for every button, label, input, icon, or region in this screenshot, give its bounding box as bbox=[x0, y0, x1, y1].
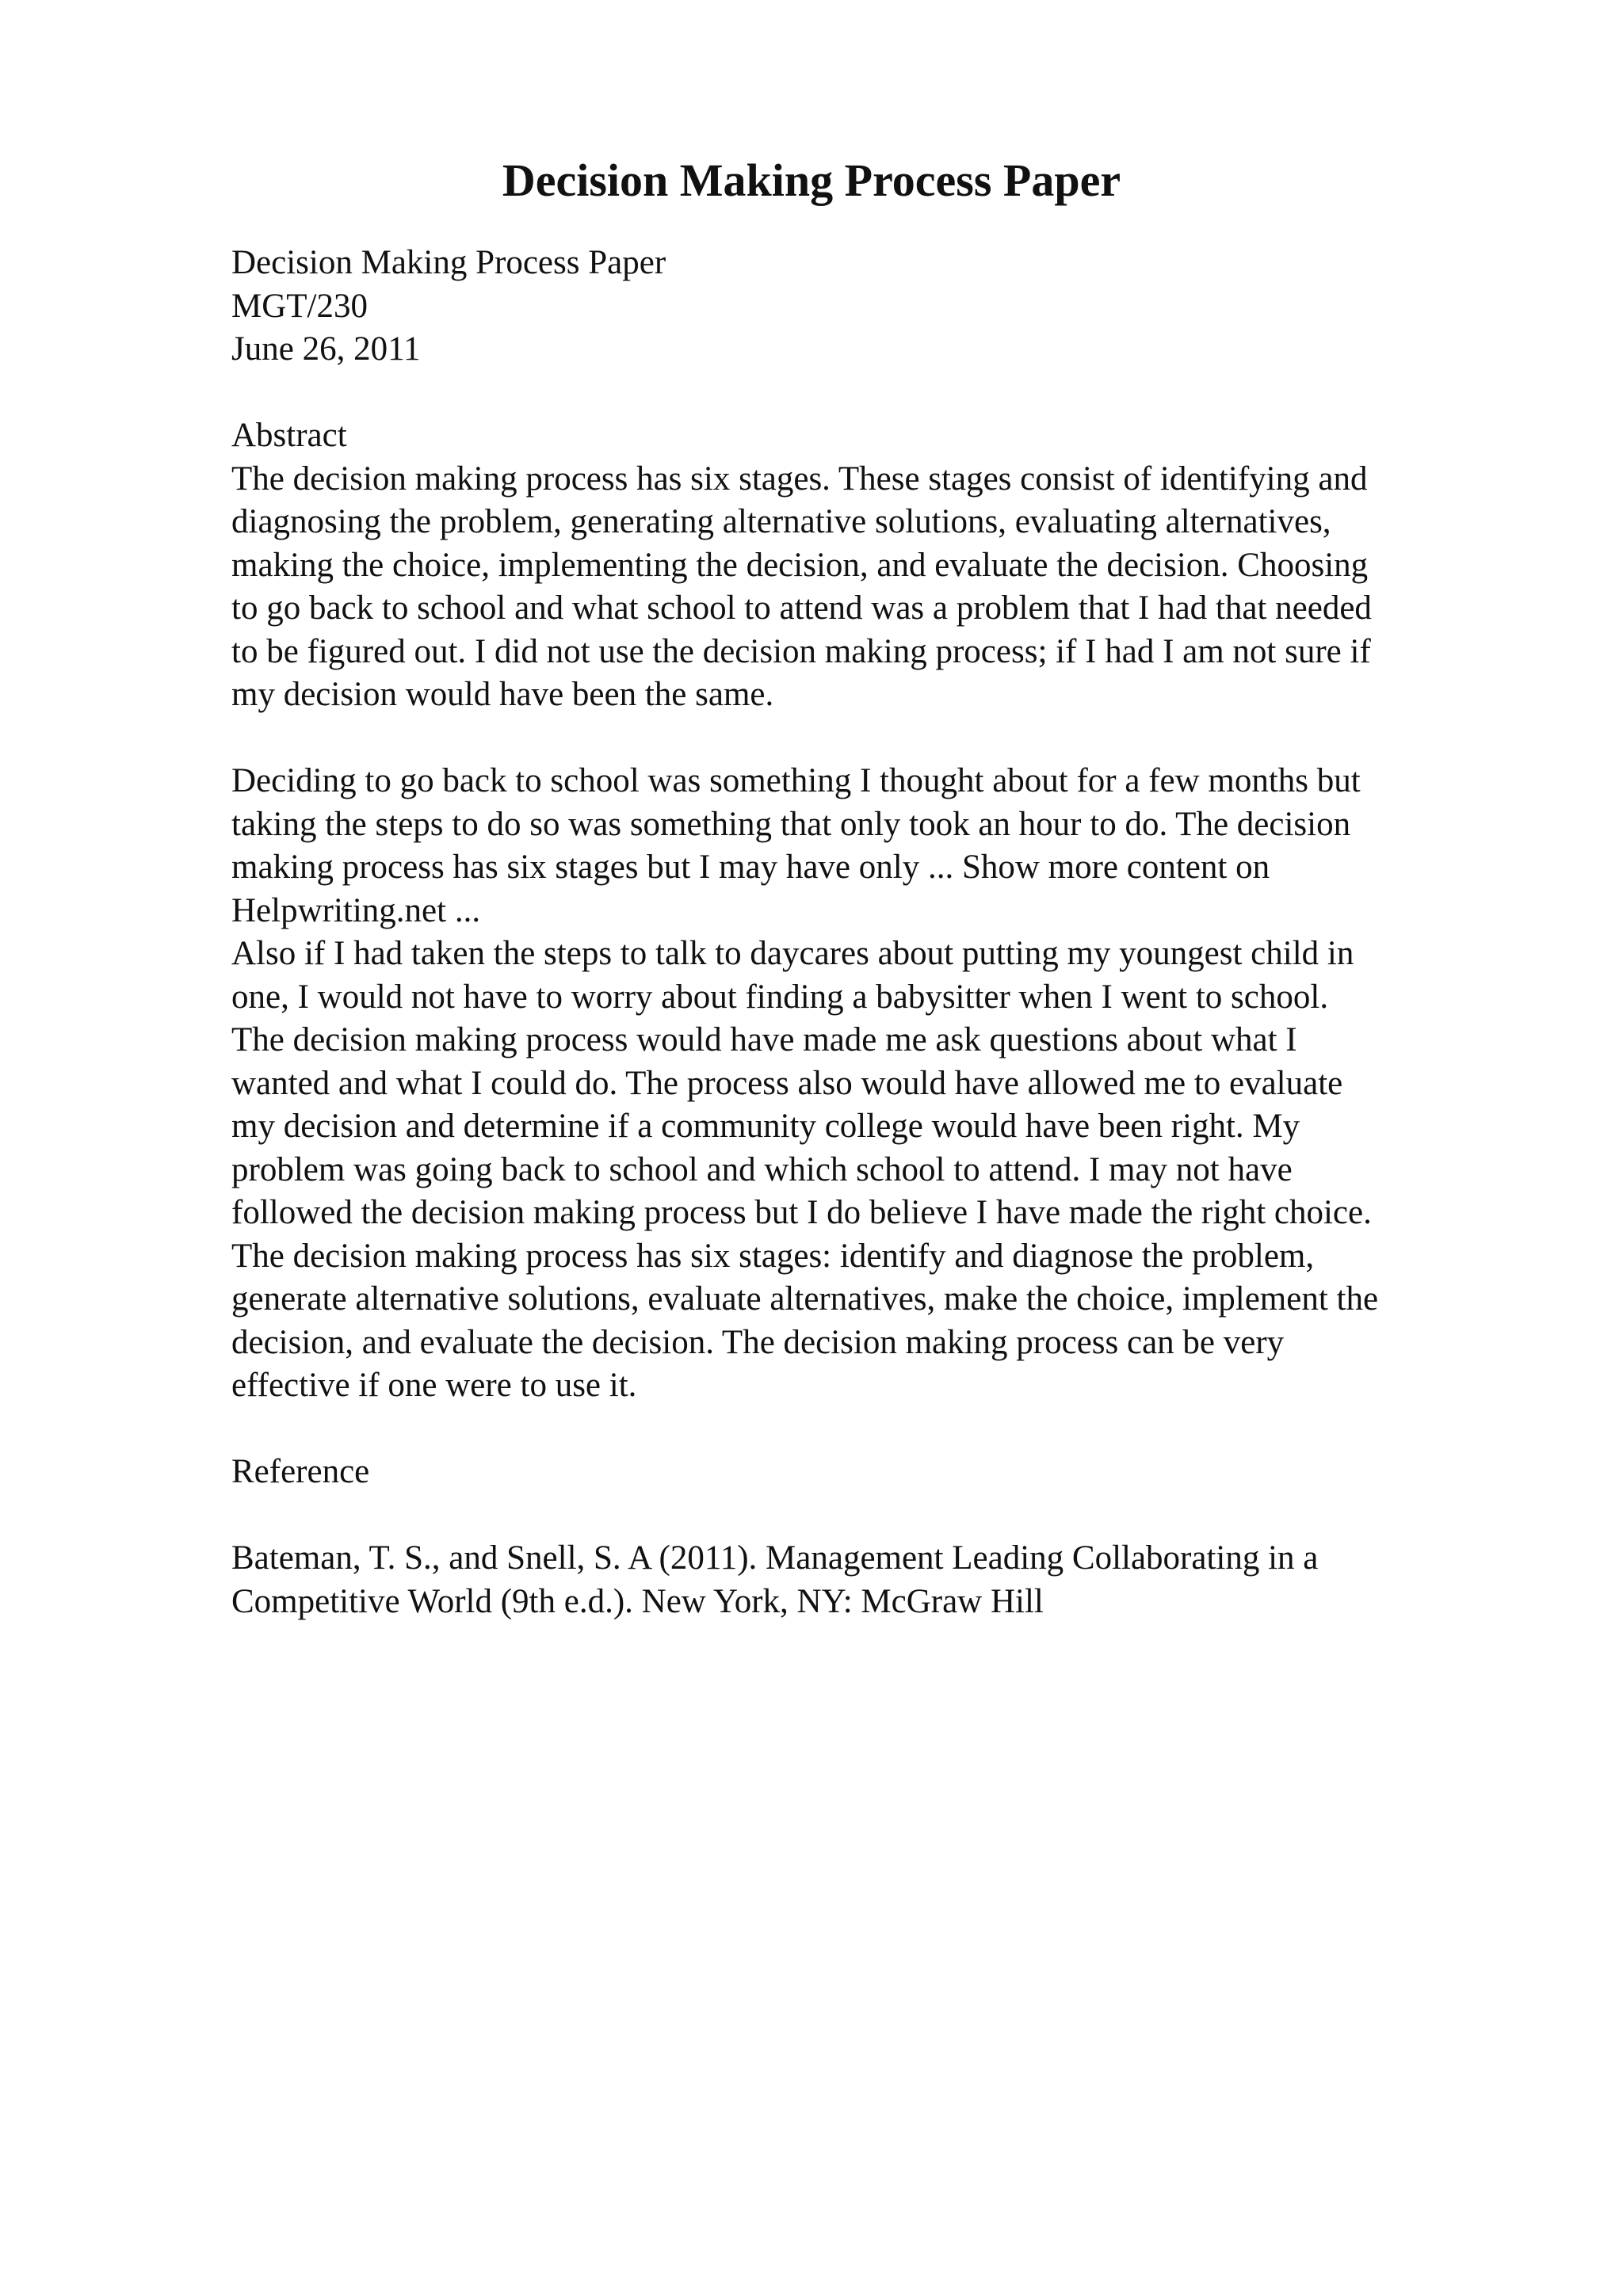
body-line: The decision making process would have made me ask questions about what I bbox=[231, 1021, 1297, 1058]
body-line: decision, and evaluate the decision. The decision making process can be very bbox=[231, 1323, 1285, 1361]
abstract-section bbox=[231, 414, 1484, 717]
abstract-heading: Abstract bbox=[231, 417, 347, 454]
body-line: Helpwriting.net ... bbox=[231, 891, 481, 929]
body-line: making process has six stages but I may have only ... Show more content on bbox=[231, 849, 1270, 886]
body-line: taking the steps to do so was something that only took an hour to do. The decision bbox=[231, 805, 1351, 843]
abstract-line: The decision making process has six stages. These stages consist of identifying and bbox=[231, 460, 1368, 498]
abstract-line: making the choice, implementing the decision, and evaluate the decision. Choosing bbox=[231, 546, 1369, 584]
abstract-line: my decision would have been the same. bbox=[231, 676, 774, 713]
body-paragraph-2 bbox=[231, 933, 1484, 1408]
reference-heading: Reference bbox=[231, 1453, 370, 1490]
abstract-line: to go back to school and what school to attend was a problem that I had that needed bbox=[231, 589, 1372, 627]
header-line-date: June 26, 2011 bbox=[231, 330, 421, 368]
document-body bbox=[231, 242, 1484, 1623]
body-line: followed the decision making process but I do believe I have made the right choice. bbox=[231, 1194, 1372, 1231]
body-paragraph-1 bbox=[231, 760, 1484, 933]
header-line-course: MGT/230 bbox=[231, 287, 368, 325]
body-line: effective if one were to use it. bbox=[231, 1367, 637, 1404]
reference-section bbox=[231, 1451, 1484, 1623]
spacer bbox=[231, 1494, 1484, 1538]
body-line: problem was going back to school and which school to attend. I may not have bbox=[231, 1150, 1293, 1188]
header-line-title: Decision Making Process Paper bbox=[231, 244, 666, 281]
body-line: generate alternative solutions, evaluate alternatives, make the choice, implement the bbox=[231, 1280, 1379, 1318]
document-title: Decision Making Process Paper bbox=[502, 154, 1121, 206]
spacer bbox=[231, 372, 1484, 415]
body-line: Deciding to go back to school was something I thought about for a few months but bbox=[231, 762, 1361, 799]
body-line: one, I would not have to worry about finding a babysitter when I went to school. bbox=[231, 978, 1329, 1016]
header-block bbox=[231, 242, 1484, 372]
body-line: my decision and determine if a community college would have been right. My bbox=[231, 1108, 1300, 1145]
spacer bbox=[231, 1408, 1484, 1451]
abstract-line: to be figured out. I did not use the decision making process; if I had I am not sure if bbox=[231, 632, 1371, 670]
body-line: Also if I had taken the steps to talk to daycares about putting my youngest child in bbox=[231, 935, 1354, 972]
spacer bbox=[231, 717, 1484, 761]
reference-line: Bateman, T. S., and Snell, S. A (2011). Management Leading Collaborating in a bbox=[231, 1539, 1319, 1577]
body-line: The decision making process has six stages: identify and diagnose the problem, bbox=[231, 1237, 1315, 1275]
reference-line: Competitive World (9th e.d.). New York, NY: McGraw Hill bbox=[231, 1582, 1044, 1620]
abstract-line: diagnosing the problem, generating alternative solutions, evaluating alternatives, bbox=[231, 503, 1331, 540]
body-line: wanted and what I could do. The process also would have allowed me to evaluate bbox=[231, 1064, 1343, 1102]
